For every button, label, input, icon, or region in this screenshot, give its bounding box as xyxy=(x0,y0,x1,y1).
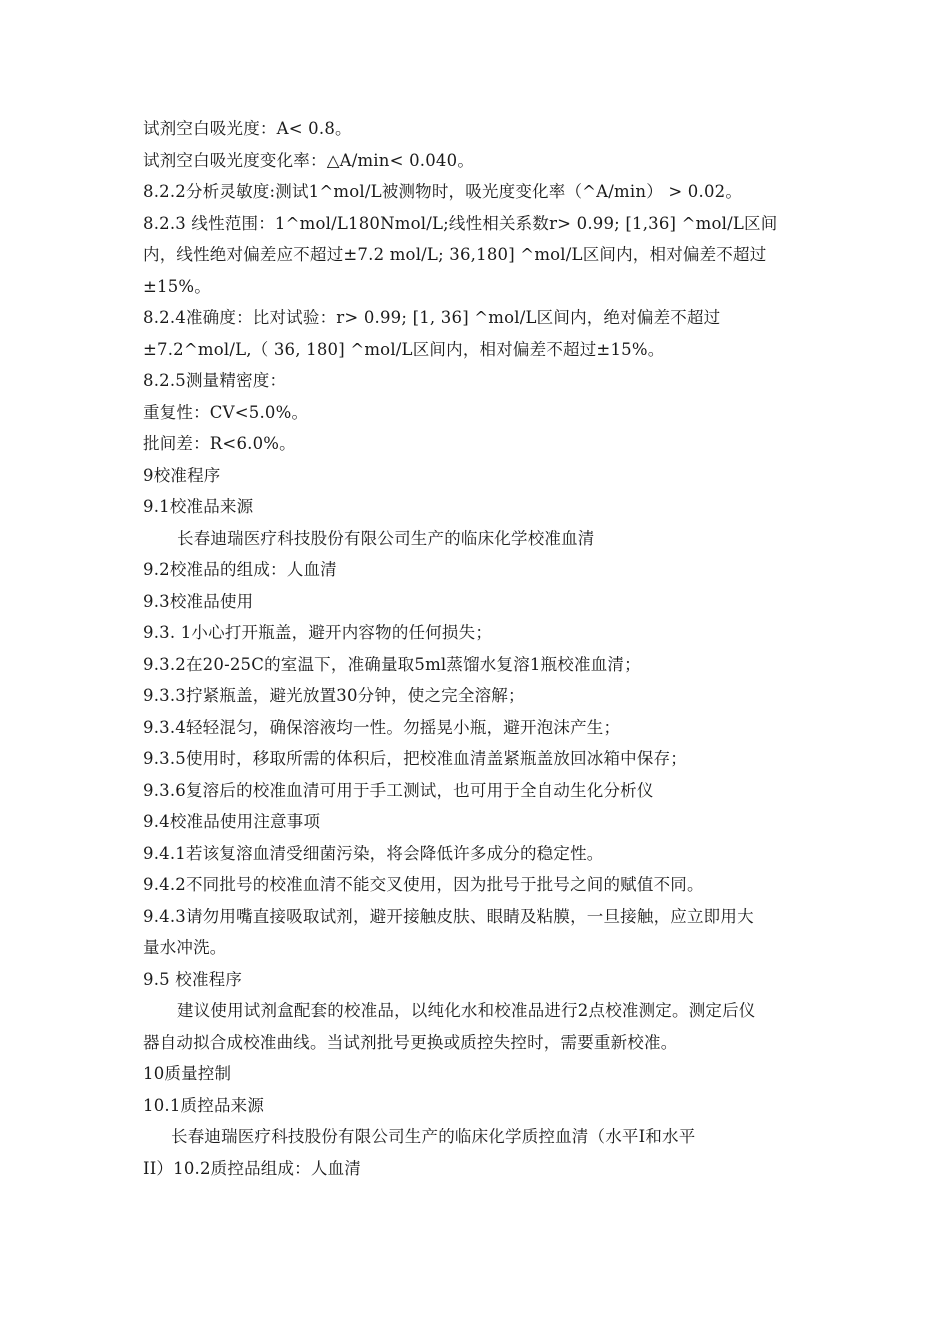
paragraph-line: 建议使用试剂盒配套的校准品，以纯化水和校准品进行2点校准测定。测定后仪 xyxy=(177,1001,756,1020)
list-item: 9.4.3请勿用嘴直接吸取试剂，避开接触皮肤、眼睛及粘膜，一旦接触，应立即用大 xyxy=(143,906,754,926)
paragraph-line: 长春迪瑞医疗科技股份有限公司生产的临床化学校准血清 xyxy=(177,528,595,548)
list-item: 9.4.2不同批号的校准血清不能交叉使用，因为批号于批号之间的赋值不同。 xyxy=(143,875,704,894)
text-line: 8.2.3 线性范围：1^mol/L180Nmol/L;线性相关系数r> 0.99; [1,36] ^mol/L区间 xyxy=(143,213,778,233)
list-item: 9.3. 1小心打开瓶盖，避开内容物的任何损失； xyxy=(143,623,493,642)
text-line: 试剂空白吸光度：A< 0.8。 xyxy=(143,119,352,138)
subsection-heading: 10.1质控品来源 xyxy=(143,1095,265,1115)
list-item: 9.3.2在20-25C的室温下，准确量取5ml蒸馏水复溶1瓶校准血清； xyxy=(143,654,641,674)
subsection-heading: 9.4校准品使用注意事项 xyxy=(143,812,321,831)
text-line: 8.2.4准确度：比对试验：r> 0.99; [1, 36] ^mol/L区间内，绝对偏差不超过 xyxy=(143,308,721,327)
document-body xyxy=(143,113,823,1184)
text-line: ±7.2^mol/L,（ 36, 180] ^mol/L区间内，相对偏差不超过±15%。 xyxy=(143,339,665,359)
section-heading: 8.2.5测量精密度： xyxy=(143,371,287,390)
list-item: 9.3.6复溶后的校准血清可用于手工测试，也可用于全自动生化分析仪 xyxy=(143,780,654,800)
list-item: 9.3.3拧紧瓶盖，避光放置30分钟，使之完全溶解； xyxy=(143,686,525,705)
section-heading: 9校准程序 xyxy=(143,465,221,485)
list-item: 9.3.5使用时，移取所需的体积后，把校准血清盖紧瓶盖放回冰箱中保存； xyxy=(143,749,687,768)
paragraph-line: 长春迪瑞医疗科技股份有限公司生产的临床化学质控血清（水平I和水平 xyxy=(171,1127,696,1146)
text-line: 试剂空白吸光度变化率：△A/min< 0.040。 xyxy=(143,150,475,170)
list-item: 9.3.4轻轻混匀，确保溶液均一性。勿摇晃小瓶，避开泡沫产生； xyxy=(143,717,621,737)
subsection-heading: 9.1校准品来源 xyxy=(143,497,254,516)
section-heading: 10质量控制 xyxy=(143,1064,232,1083)
text-line: 内，线性绝对偏差应不超过±7.2 mol/L; 36,180] ^mol/L区间内，相对偏差不超过 xyxy=(143,245,767,264)
subsection-heading: 9.3校准品使用 xyxy=(143,591,254,611)
subsection-heading: 9.5 校准程序 xyxy=(143,969,243,989)
paragraph-line: 器自动拟合成校准曲线。当试剂批号更换或质控失控时，需要重新校准。 xyxy=(143,1032,678,1052)
text-line: ±15%。 xyxy=(143,276,211,296)
subsection-heading: 9.2校准品的组成：人血清 xyxy=(143,560,337,579)
list-item-continuation: 量水冲洗。 xyxy=(143,938,227,957)
text-line: 重复性：CV<5.0%。 xyxy=(143,402,309,422)
text-line: 8.2.2分析灵敏度:测试1^mol/L被测物时，吸光度变化率（^A/min） > 0.02。 xyxy=(143,182,743,201)
list-item: 9.4.1若该复溶血清受细菌污染，将会降低许多成分的稳定性。 xyxy=(143,843,604,863)
text-line: 批间差：R<6.0%。 xyxy=(143,434,296,453)
paragraph-line: II）10.2质控品组成：人血清 xyxy=(143,1158,361,1178)
